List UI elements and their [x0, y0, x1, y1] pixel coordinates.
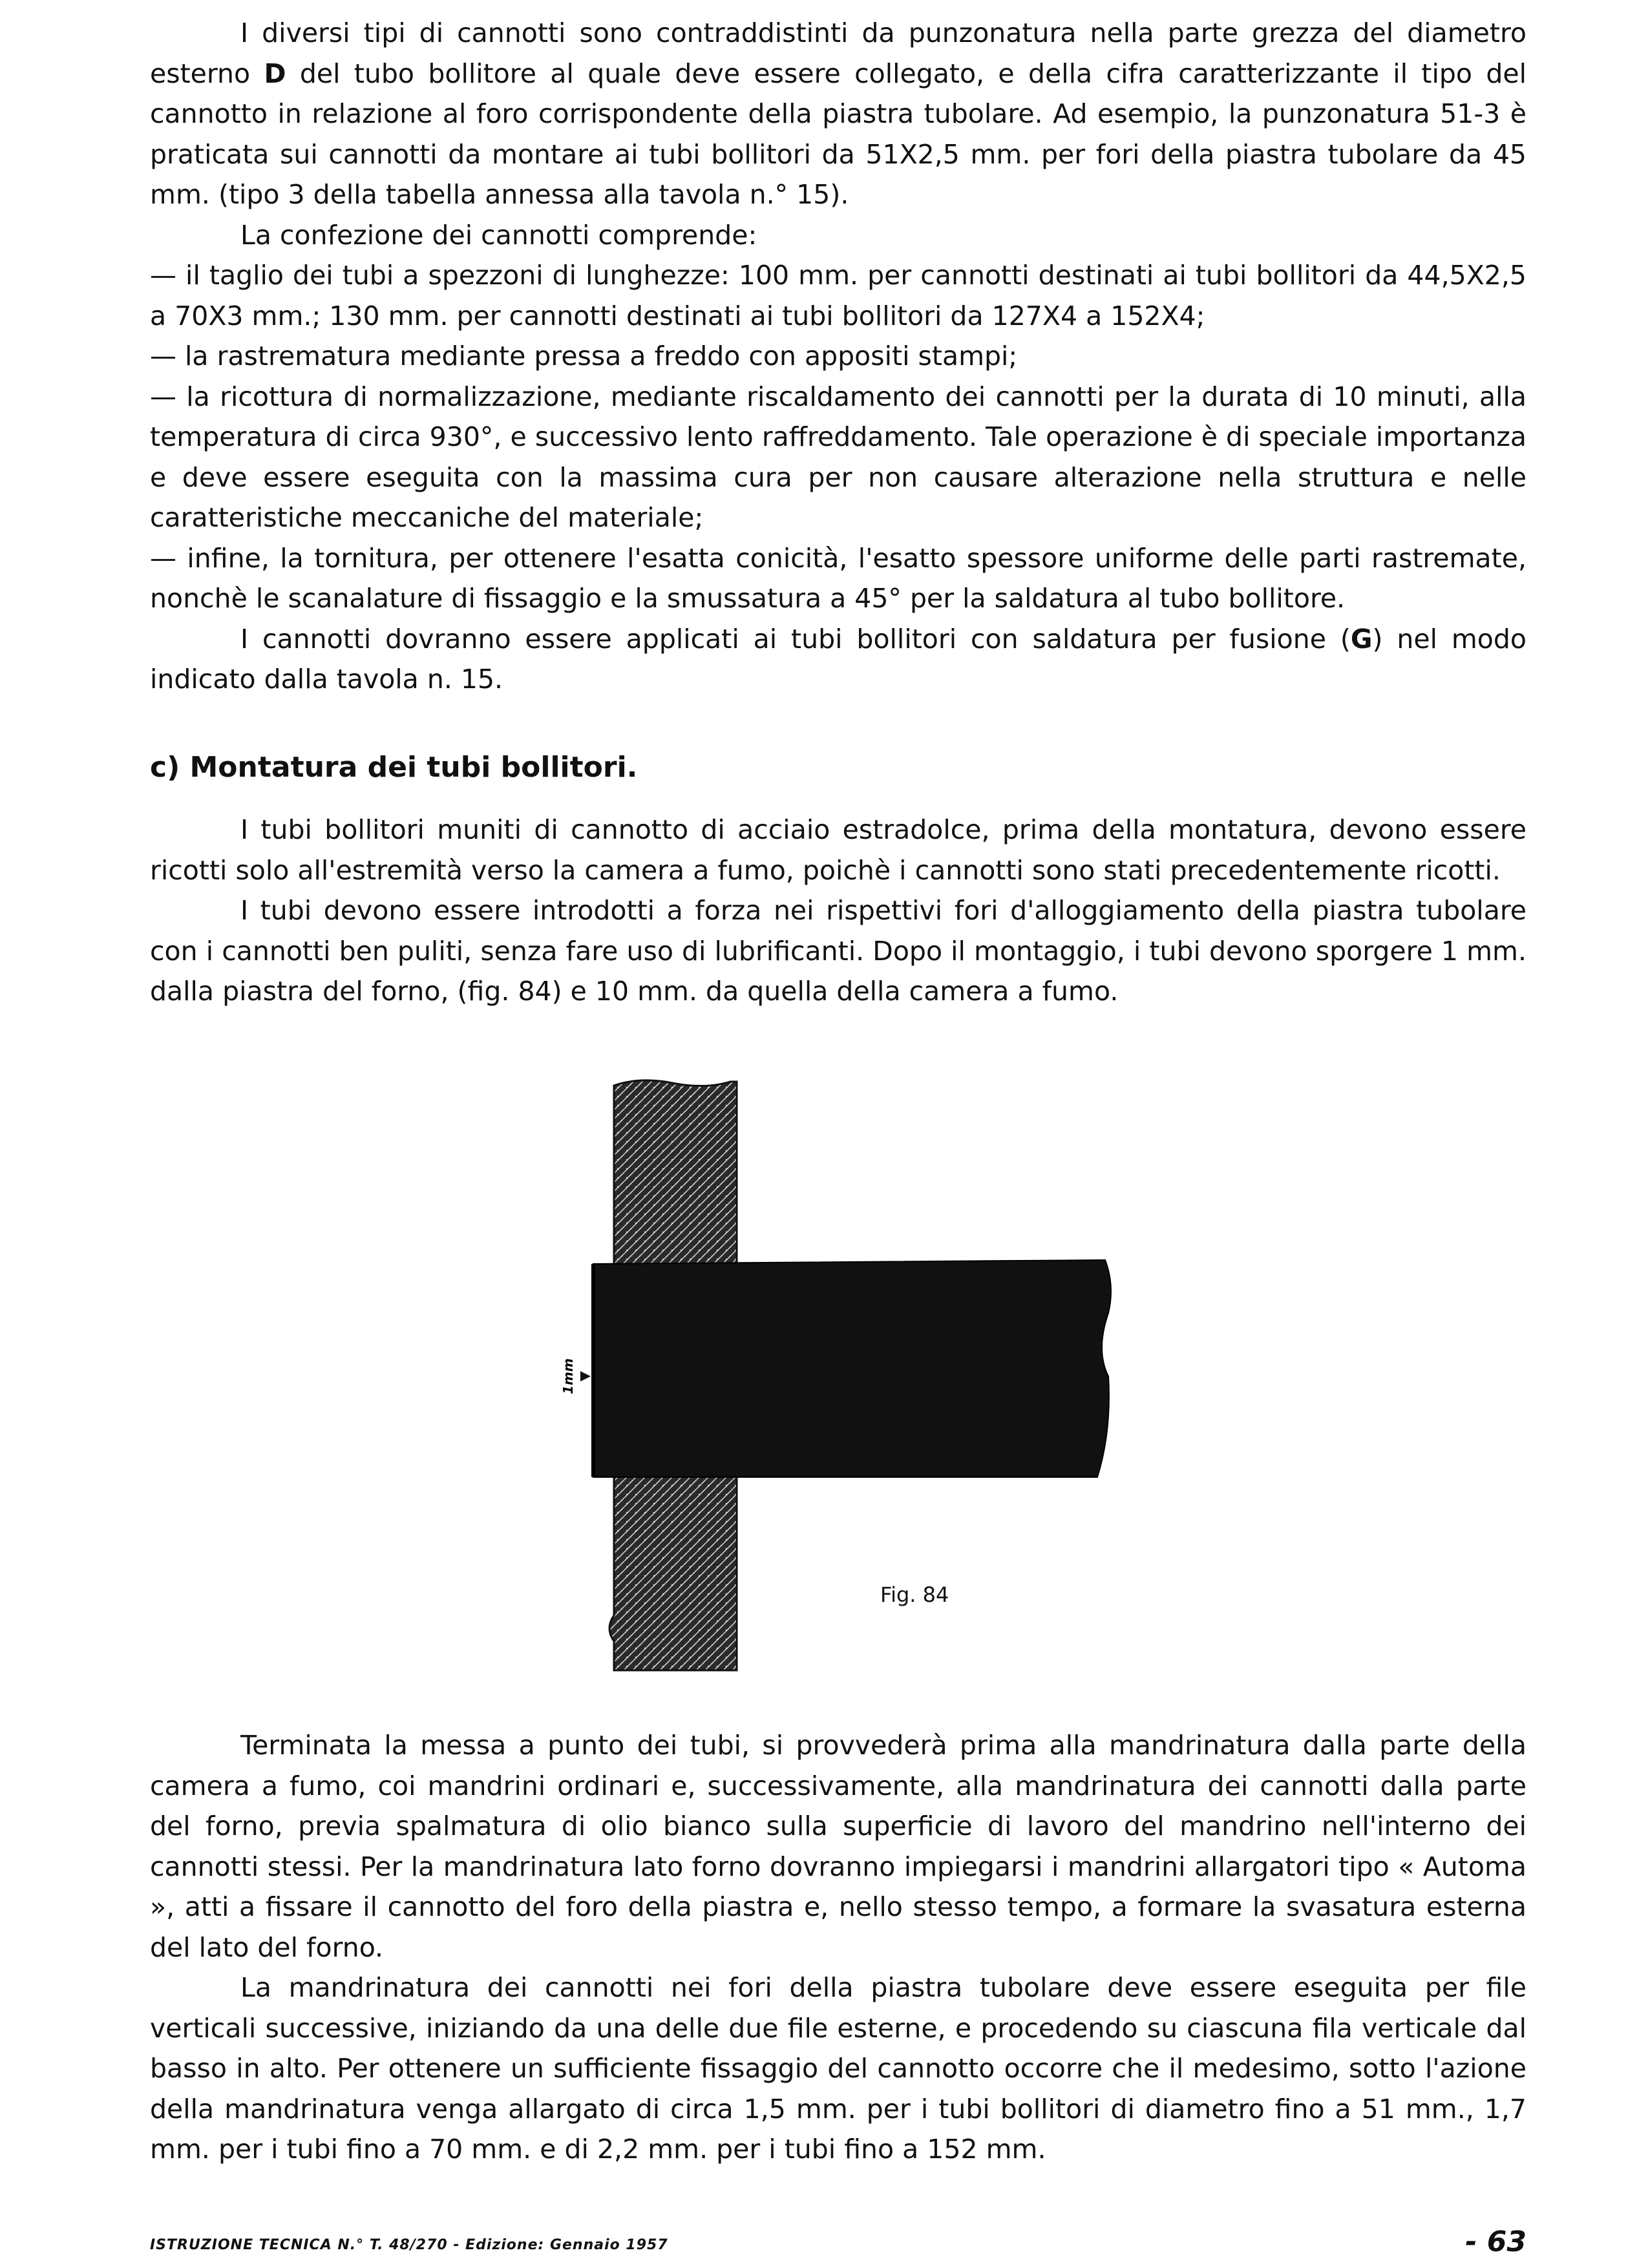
paragraph-1-text-a: I diversi tipi di cannotti sono contraddistinti da punzonatura nella parte grezza del diametro esterno [150, 17, 1527, 89]
paragraph-3-text-a: I cannotti dovranno essere applicati ai tubi bollitori con saldatura per fusione ( [240, 623, 1351, 655]
page-footer [150, 2221, 1527, 2267]
bold-letter-d: D [264, 58, 286, 89]
text-block-bottom [150, 1725, 1527, 2170]
paragraph-7: La mandrinatura dei cannotti nei fori della piastra tubolare deve essere eseguita per file verticali successive, iniziando da una delle due file esterne, e procedendo su ciascuna fila verticale dal basso in alto. Per ottenere un sufficiente fissaggio del cannotto occorre che il medesimo, sotto l'azione della mandrinatura venga allargato di circa 1,5 mm. per i tubi bollitori di diametro fino a 51 mm., 1,7 mm. per i tubi fino a 70 mm. e di 2,2 mm. per i tubi fino a 152 mm. [150, 1972, 1527, 2165]
paragraph-4: I tubi bollitori muniti di cannotto di acciaio estradolce, prima della montatura, devono essere ricotti solo all'estremità verso la camera a fumo, poichè i cannotti sono stati precedentemente ricotti. [150, 814, 1527, 886]
paragraph-3 [150, 619, 1527, 700]
list-item: — la rastrematura mediante pressa a freddo con appositi stampi; [150, 341, 1018, 372]
list-item: — il taglio dei tubi a spezzoni di lunghezze: 100 mm. per cannotti destinati ai tubi bollitori da 44,5X2,5 a 70X3 mm.; 130 mm. per cannotti destinati ai tubi bollitori da 127X4 a 152X4; [150, 260, 1527, 331]
figure-caption: Fig. 84 [880, 1582, 949, 1607]
list-item: — la ricottura di normalizzazione, mediante riscaldamento dei cannotti per la durata di 10 minuti, alla temperatura di circa 930°, e successivo lento raffreddamento. Tale operazione è di speciale importanza e deve essere eseguita con la massima cura per non causare alterazione nella struttura e nelle caratteristiche meccaniche del materiale; [150, 381, 1527, 533]
list-item: — infine, la tornitura, per ottenere l'esatta conicità, l'esatto spessore uniforme delle parti rastremate, nonchè le scanalature di fissaggio e la smussatura a 45° per la saldatura al tubo bollitore. [150, 542, 1527, 614]
svg-text:1mm: 1mm [560, 1358, 576, 1394]
bold-letter-g: G [1350, 623, 1373, 655]
paragraph-5: I tubi devono essere introdotti a forza nei rispettivi fori d'alloggiamento della piastra tubolare con i cannotti ben puliti, senza fare uso di lubrificanti. Dopo il montaggio, i tubi devono sporgere 1 mm. dalla piastra del forno, (fig. 84) e 10 mm. da quella della camera a fumo. [150, 895, 1527, 1007]
paragraph-1 [150, 13, 1527, 215]
paragraph-6: Terminata la messa a punto dei tubi, si provvederà prima alla mandrinatura dalla parte della camera a fumo, coi mandrini ordinari e, successivamente, alla mandrinatura dei cannotti dalla parte del forno, previa spalmatura di olio bianco sulla superficie di lavoro del mandrino nell'interno dei cannotti stessi. Per la mandrinatura lato forno dovranno impiegarsi i mandrini allargatori tipo « Automa », atti a fissare il cannotto del foro della piastra e, nello stesso tempo, a formare la svasatura esterna del lato del forno. [150, 1730, 1527, 1963]
page-number: - 63 [1465, 2225, 1527, 2258]
figure-label-1mm [560, 1358, 576, 1394]
paragraph-3-text-b: ) nel modo indicato dalla tavola n. 15. [150, 623, 1527, 695]
paragraph-2: La confezione dei cannotti comprende: [240, 219, 757, 251]
boiler-tube-end [593, 1260, 1111, 1477]
paragraph-1-text-b: del tubo bollitore al quale deve essere collegato, e della cifra caratterizzante il tipo del cannotto in relazione al foro corrispondente della piastra tubolare. Ad esempio, la punzonatura 51-3 è praticata sui cannotti da montare ai tubi bollitori da 51X2,5 mm. per fori della piastra tubolare da 45 mm. (tipo 3 della tabella annessa alla tavola n.° 15). [150, 58, 1527, 210]
arrow-icon [580, 1371, 591, 1381]
figure-84 [543, 1073, 1125, 1693]
tube-plate-diagram [543, 1073, 1125, 1693]
footer-publication-info: ISTRUZIONE TECNICA N.° T. 48/270 - Edizione: Gennaio 1957 [150, 2237, 668, 2253]
section-heading: c) Montatura dei tubi bollitori. [150, 751, 638, 784]
text-block-top [150, 13, 1527, 700]
text-block-middle [150, 810, 1527, 1012]
